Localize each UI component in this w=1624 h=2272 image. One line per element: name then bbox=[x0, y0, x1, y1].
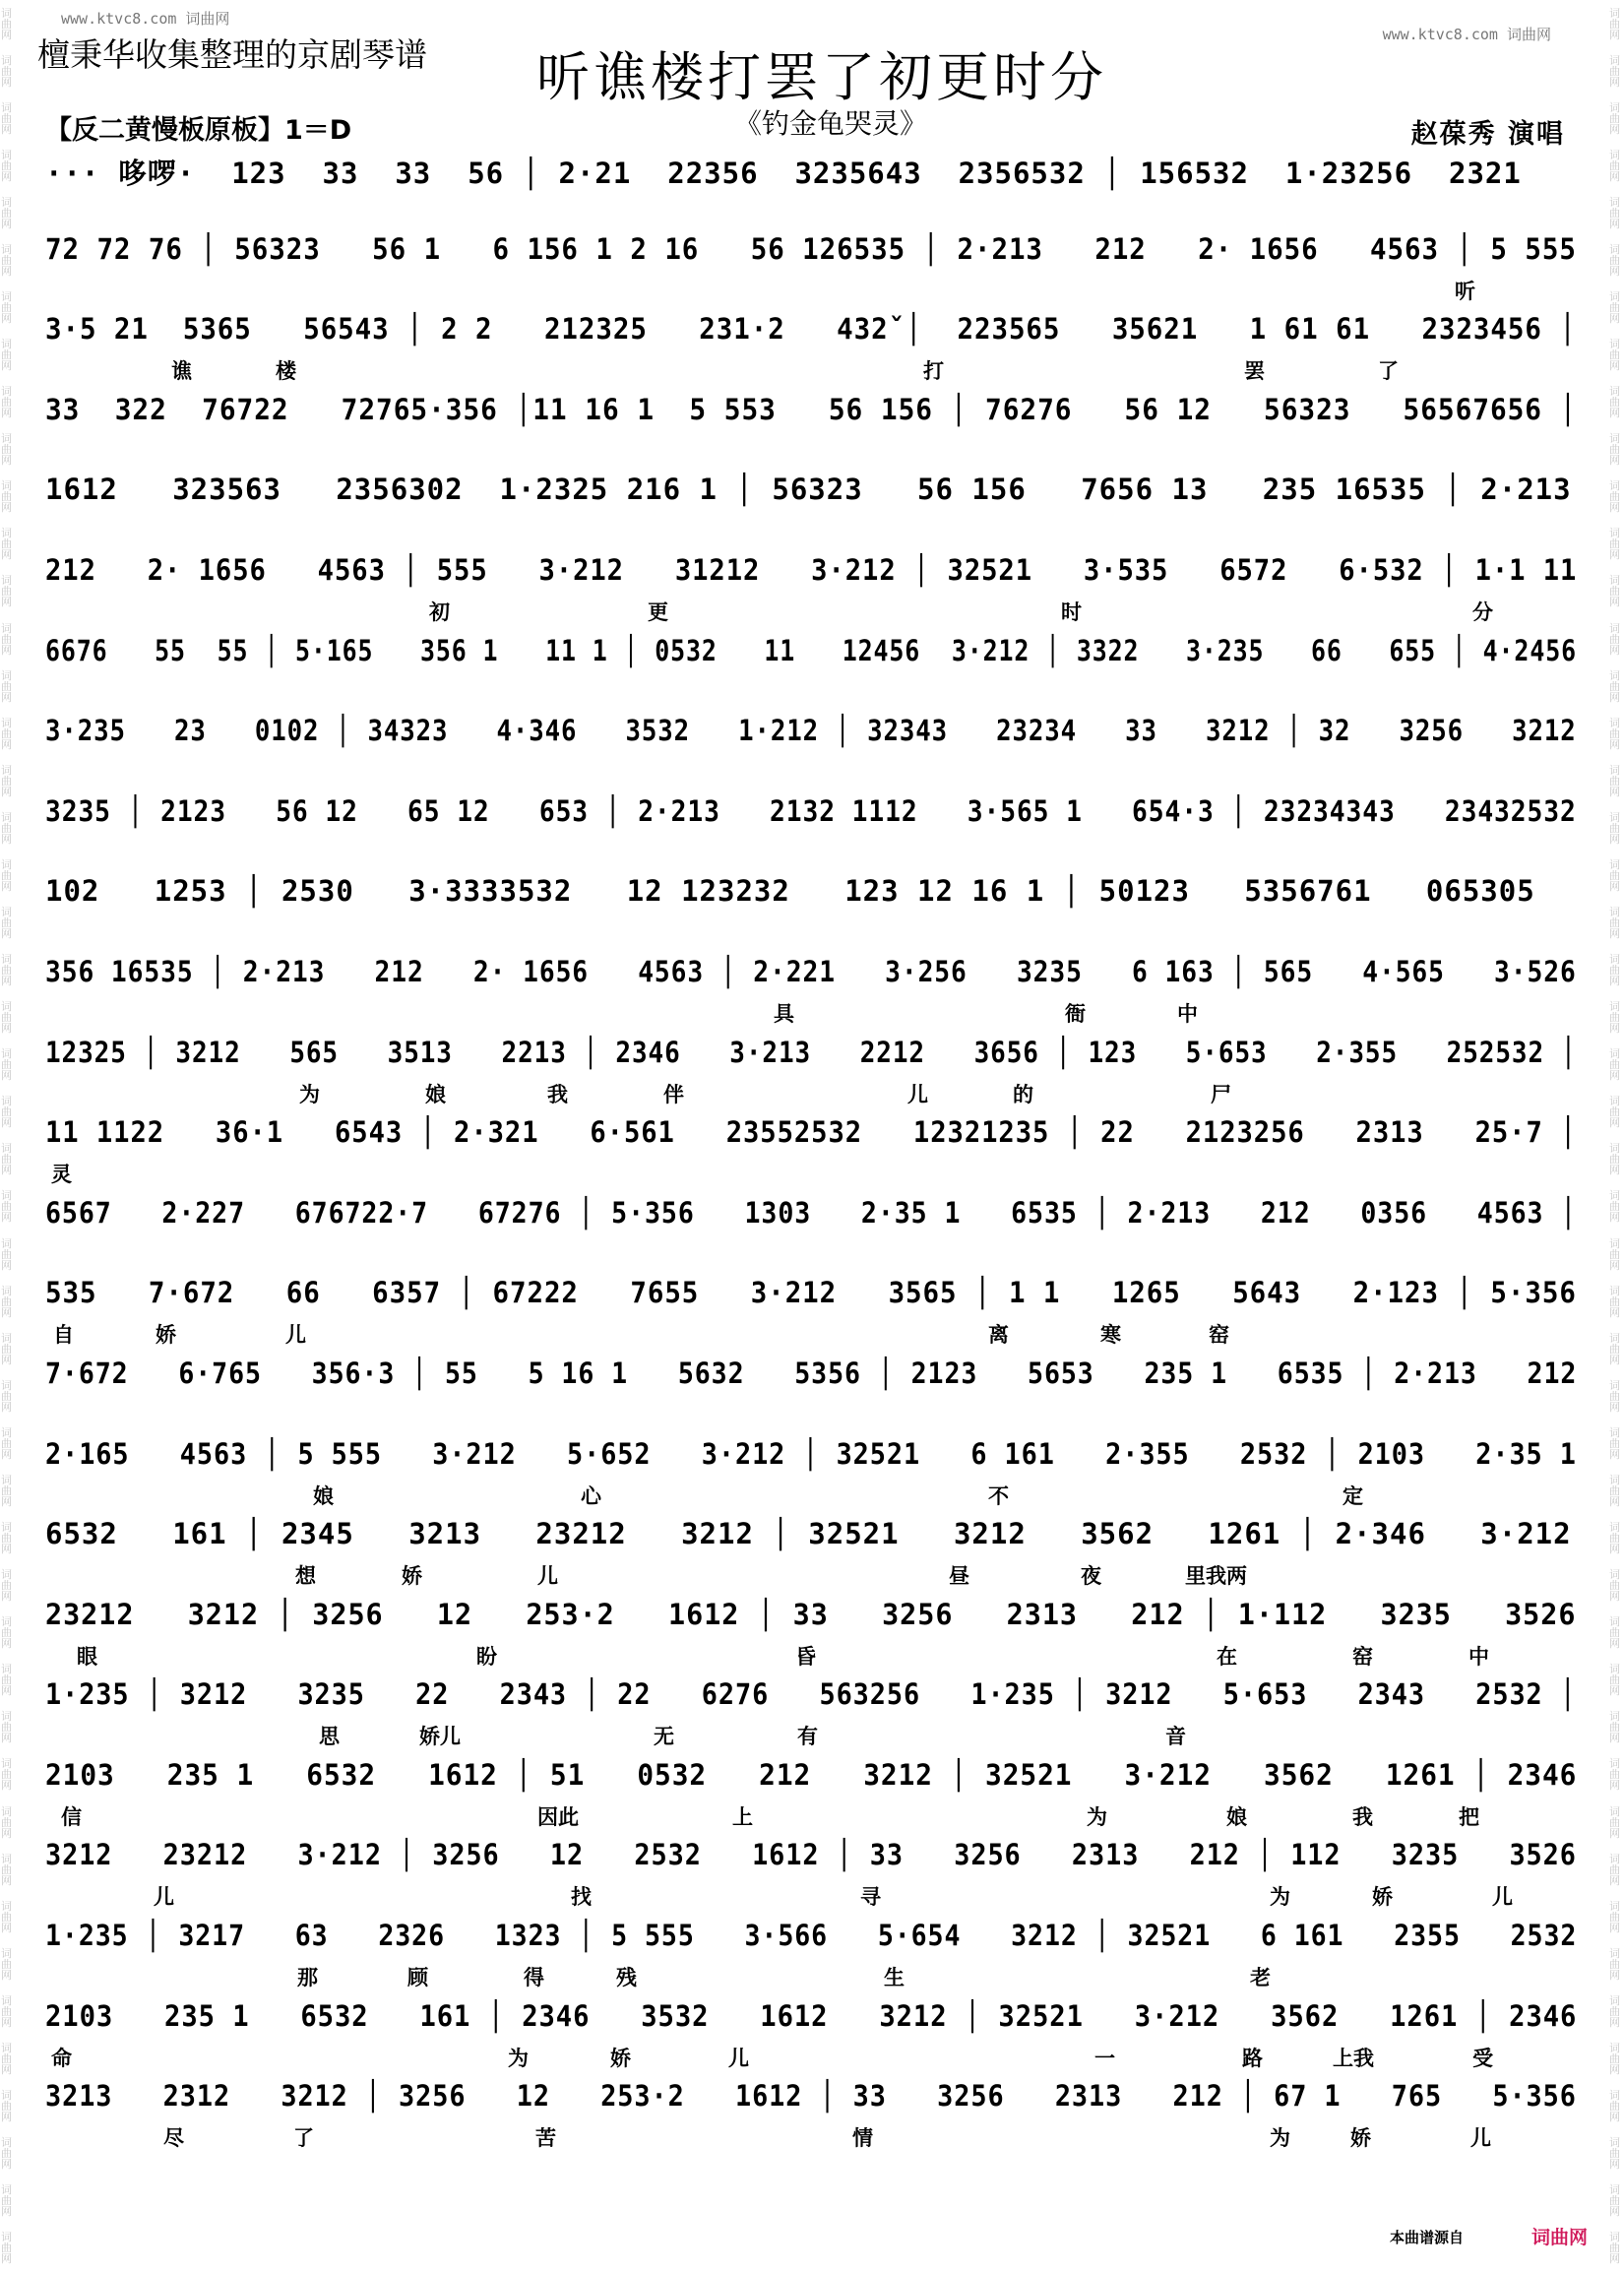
notation-line: 33 322 76722 72765·356 │11 16 1 5 553 56 156 │ 76276 56 12 56323 56567656 │ bbox=[45, 392, 1578, 426]
lyric-syllable: 那 bbox=[297, 1966, 318, 1990]
notation-line: ··· 哆啰· 123 33 33 56 │ 2·21 22356 3235643 2356532 │ 156532 1·23256 2321 bbox=[45, 157, 1522, 190]
side-watermark-text: 词曲网 bbox=[1609, 1378, 1620, 1414]
score-row bbox=[45, 1675, 1577, 1756]
lyric-syllable: 罢 bbox=[1244, 359, 1265, 384]
lyric-syllable: 里我两 bbox=[1185, 1564, 1247, 1589]
score-row bbox=[45, 872, 1577, 953]
side-watermark-text: 词曲网 bbox=[1, 1710, 12, 1745]
side-watermark-text: 词曲网 bbox=[1, 1331, 12, 1366]
score-row bbox=[45, 391, 1577, 472]
lyric-syllable: 心 bbox=[581, 1483, 601, 1508]
notation-line: 3213 2312 3212 │ 3256 12 253·2 1612 │ 33 3256 2313 212 │ 67 1 765 5·356 bbox=[45, 2079, 1577, 2114]
lyric-syllable: 的 bbox=[1013, 1082, 1033, 1106]
lyric-syllable: 尽 bbox=[163, 2126, 184, 2151]
lyric-syllable: 信 bbox=[61, 1804, 82, 1829]
side-watermark-text: 词曲网 bbox=[1, 716, 12, 751]
side-watermark-text: 词曲网 bbox=[1, 1852, 12, 1887]
singer-credit: 赵葆秀 演唱 bbox=[1410, 119, 1565, 150]
side-watermark-text: 词曲网 bbox=[1609, 290, 1620, 325]
lyric-syllable: 路 bbox=[1242, 2046, 1263, 2070]
lyric-syllable: 无 bbox=[654, 1725, 674, 1749]
side-watermark-text: 词曲网 bbox=[1, 1899, 12, 1934]
side-watermark-text: 词曲网 bbox=[1, 338, 12, 373]
side-watermark-text: 词曲网 bbox=[1, 1236, 12, 1272]
score-row bbox=[45, 1435, 1577, 1516]
lyric-syllable: 尸 bbox=[1211, 1082, 1231, 1106]
side-watermark-text: 词曲网 bbox=[1, 1568, 12, 1604]
side-watermark-text: 词曲网 bbox=[1, 1000, 12, 1036]
lyric-syllable: 儿 bbox=[537, 1564, 558, 1589]
lyric-syllable: 把 bbox=[1459, 1804, 1479, 1829]
score-row bbox=[45, 792, 1577, 873]
lyric-syllable: 伴 bbox=[663, 1082, 684, 1106]
lyric-syllable: 昏 bbox=[795, 1644, 816, 1669]
opera-subtitle: 《钓金龟哭灵》 bbox=[734, 107, 928, 140]
side-watermark-text: 词曲网 bbox=[1, 53, 12, 89]
lyric-syllable: 顾 bbox=[407, 1966, 428, 1990]
left-watermark-strip bbox=[1, 0, 15, 2272]
side-watermark-text: 词曲网 bbox=[1609, 385, 1620, 420]
lyric-syllable: 残 bbox=[616, 1966, 637, 1990]
side-watermark-text: 词曲网 bbox=[1609, 763, 1620, 798]
lyric-syllable: 苦 bbox=[535, 2126, 556, 2151]
lyric-syllable: 一 bbox=[1094, 2046, 1115, 2070]
lyric-syllable: 灵 bbox=[51, 1163, 72, 1187]
score-row bbox=[45, 1113, 1577, 1194]
lyric-syllable: 衙 bbox=[1065, 1001, 1086, 1026]
score-row bbox=[45, 1355, 1577, 1435]
notation-line: 2·165 4563 │ 5 555 3·212 5·652 3·212 │ 32521 6 161 2·355 2532 │ 2103 2·35 1 bbox=[45, 1436, 1577, 1471]
score-row bbox=[45, 1997, 1577, 2078]
site-watermark-top-left: www.ktvc8.com 词曲网 bbox=[61, 10, 230, 28]
notation-line: 1·235 │ 3217 63 2326 1323 │ 5 555 3·566 5·654 3212 │ 32521 6 161 2355 2532 bbox=[45, 1919, 1578, 1953]
lyric-syllable: 娇 bbox=[1350, 2126, 1371, 2151]
side-watermark-text: 词曲网 bbox=[1609, 1946, 1620, 1982]
side-watermark-text: 词曲网 bbox=[1, 242, 12, 278]
side-watermark-text: 词曲网 bbox=[1609, 1189, 1620, 1225]
side-watermark-text: 词曲网 bbox=[1609, 1615, 1620, 1651]
side-watermark-text: 词曲网 bbox=[1609, 432, 1620, 468]
notation-line: 212 2· 1656 4563 │ 555 3·212 31212 3·212 │ 32521 3·535 6572 6·532 │ 1·1 11 bbox=[45, 552, 1578, 587]
score-row bbox=[45, 632, 1577, 713]
side-watermark-text: 词曲网 bbox=[1609, 1331, 1620, 1366]
lyric-syllable: 听 bbox=[1455, 279, 1475, 303]
side-watermark-text: 词曲网 bbox=[1609, 1425, 1620, 1461]
side-watermark-text: 词曲网 bbox=[1609, 716, 1620, 751]
lyric-syllable: 儿 bbox=[728, 2046, 749, 2070]
score-row bbox=[45, 1274, 1577, 1355]
lyric-syllable: 为 bbox=[299, 1082, 320, 1106]
notation-line: 3·235 23 0102 │ 34323 4·346 3532 1·212 │ 32343 23234 33 3212 │ 32 3256 3212 bbox=[45, 714, 1577, 748]
lyric-syllable: 儿 bbox=[285, 1323, 306, 1348]
side-watermark-text: 词曲网 bbox=[1, 6, 12, 41]
side-watermark-text: 词曲网 bbox=[1609, 574, 1620, 609]
lyric-syllable: 为 bbox=[1270, 2126, 1290, 2151]
score-row bbox=[45, 2077, 1577, 2158]
side-watermark-text: 词曲网 bbox=[1609, 148, 1620, 183]
notation-line: 11 1122 36·1 6543 │ 2·321 6·561 23552532 12321235 │ 22 2123256 2313 25·7 │ bbox=[45, 1115, 1578, 1150]
side-watermark-text: 词曲网 bbox=[1609, 53, 1620, 89]
lyric-syllable: 时 bbox=[1061, 600, 1082, 624]
side-watermark-text: 词曲网 bbox=[1609, 857, 1620, 893]
side-watermark-text: 词曲网 bbox=[1, 621, 12, 657]
side-watermark-text: 词曲网 bbox=[1609, 1852, 1620, 1887]
side-watermark-text: 词曲网 bbox=[1, 1189, 12, 1225]
score-row bbox=[45, 1836, 1577, 1917]
lyric-syllable: 受 bbox=[1472, 2046, 1493, 2070]
lyric-syllable: 上我 bbox=[1333, 2046, 1374, 2070]
side-watermark-text: 词曲网 bbox=[1609, 1804, 1620, 1840]
side-watermark-text: 词曲网 bbox=[1609, 1899, 1620, 1934]
side-watermark-text: 词曲网 bbox=[1, 810, 12, 846]
lyric-syllable: 初 bbox=[429, 600, 450, 624]
side-watermark-text: 词曲网 bbox=[1609, 2231, 1620, 2266]
lyric-syllable: 找 bbox=[571, 1885, 592, 1910]
mode-and-key: 【反二黄慢板原板】1＝D bbox=[45, 115, 352, 146]
side-watermark-text: 词曲网 bbox=[1, 2183, 12, 2219]
side-watermark-text: 词曲网 bbox=[1, 1993, 12, 2029]
lyric-syllable: 有 bbox=[797, 1725, 818, 1749]
side-watermark-text: 词曲网 bbox=[1609, 1568, 1620, 1604]
source-label: 本曲谱源自 bbox=[1390, 2229, 1465, 2246]
lyric-syllable: 谯 bbox=[171, 359, 192, 384]
side-watermark-text: 词曲网 bbox=[1609, 668, 1620, 704]
side-watermark-text: 词曲网 bbox=[1609, 2136, 1620, 2172]
side-watermark-text: 词曲网 bbox=[1, 2041, 12, 2076]
side-watermark-text: 词曲网 bbox=[1609, 1236, 1620, 1272]
score-row bbox=[45, 712, 1577, 792]
side-watermark-text: 词曲网 bbox=[1, 2088, 12, 2123]
side-watermark-text: 词曲网 bbox=[1, 148, 12, 183]
side-watermark-text: 词曲网 bbox=[1609, 242, 1620, 278]
lyric-syllable: 娇 bbox=[402, 1564, 422, 1589]
side-watermark-text: 词曲网 bbox=[1, 2231, 12, 2266]
notation-line: 23212 3212 │ 3256 12 253·2 1612 │ 33 3256 2313 212 │ 1·112 3235 3526 bbox=[45, 1597, 1577, 1631]
lyric-syllable: 寻 bbox=[860, 1885, 881, 1910]
side-watermark-text: 词曲网 bbox=[1609, 2183, 1620, 2219]
score-body bbox=[45, 150, 1577, 2158]
lyric-syllable: 娘 bbox=[425, 1082, 446, 1106]
side-watermark-text: 词曲网 bbox=[1609, 1473, 1620, 1508]
notation-line: 3·5 21 5365 56543 │ 2 2 212325 231·2 432ˇ│ 223565 35621 1 61 61 2323456 │ bbox=[45, 312, 1577, 347]
lyric-syllable: 生 bbox=[884, 1966, 905, 1990]
lyric-syllable: 老 bbox=[1250, 1966, 1271, 1990]
site-logo: 词曲网 bbox=[1531, 2227, 1589, 2248]
notation-line: 3212 23212 3·212 │ 3256 12 2532 1612 │ 33 3256 2313 212 │ 112 3235 3526 bbox=[45, 1838, 1577, 1872]
side-watermark-text: 词曲网 bbox=[1609, 1757, 1620, 1793]
notation-line: 6532 161 │ 2345 3213 23212 3212 │ 32521 3212 3562 1261 │ 2·346 3·212 bbox=[45, 1517, 1572, 1551]
score-row bbox=[45, 1917, 1577, 1997]
lyric-syllable: 不 bbox=[988, 1483, 1009, 1508]
side-watermark-text: 词曲网 bbox=[1, 763, 12, 798]
notation-line: 7·672 6·765 356·3 │ 55 5 16 1 5632 5356 │ 2123 5653 235 1 6535 │ 2·213 212 bbox=[45, 1356, 1578, 1390]
side-watermark-text: 词曲网 bbox=[1, 1946, 12, 1982]
side-watermark-text: 词曲网 bbox=[1609, 195, 1620, 230]
notation-line: 12325 │ 3212 565 3513 2213 │ 2346 3·213 2212 3656 │ 123 5·653 2·355 252532 │ bbox=[45, 1035, 1578, 1069]
score-row bbox=[45, 953, 1577, 1034]
lyric-syllable: 打 bbox=[923, 359, 944, 384]
side-watermark-text: 词曲网 bbox=[1, 1757, 12, 1793]
side-watermark-text: 词曲网 bbox=[1, 432, 12, 468]
lyric-syllable: 在 bbox=[1217, 1644, 1237, 1669]
lyric-syllable: 夜 bbox=[1081, 1564, 1101, 1589]
lyric-syllable: 儿 bbox=[1470, 2126, 1491, 2151]
lyric-syllable: 娘 bbox=[1226, 1804, 1247, 1829]
lyric-syllable: 娇儿 bbox=[419, 1725, 461, 1749]
side-watermark-text: 词曲网 bbox=[1, 1095, 12, 1130]
side-watermark-text: 词曲网 bbox=[1, 479, 12, 515]
lyric-syllable: 为 bbox=[508, 2046, 529, 2070]
side-watermark-text: 词曲网 bbox=[1609, 6, 1620, 41]
side-watermark-text: 词曲网 bbox=[1, 1804, 12, 1840]
side-watermark-text: 词曲网 bbox=[1, 100, 12, 136]
side-watermark-text: 词曲网 bbox=[1, 906, 12, 941]
side-watermark-text: 词曲网 bbox=[1, 1663, 12, 1698]
lyric-syllable: 昼 bbox=[949, 1564, 969, 1589]
side-watermark-text: 词曲网 bbox=[1609, 1521, 1620, 1556]
lyric-syllable: 我 bbox=[1352, 1804, 1373, 1829]
lyric-syllable: 分 bbox=[1472, 600, 1493, 624]
side-watermark-text: 词曲网 bbox=[1, 2136, 12, 2172]
side-watermark-text: 词曲网 bbox=[1, 385, 12, 420]
lyric-syllable: 情 bbox=[852, 2126, 873, 2151]
score-row bbox=[45, 150, 1577, 230]
side-watermark-text: 词曲网 bbox=[1609, 479, 1620, 515]
lyric-syllable: 娇 bbox=[1372, 1885, 1393, 1910]
side-watermark-text: 词曲网 bbox=[1609, 1663, 1620, 1698]
score-row bbox=[45, 310, 1577, 391]
notation-line: 2103 235 1 6532 161 │ 2346 3532 1612 3212 │ 32521 3·212 3562 1261 │ 2346 bbox=[45, 1998, 1578, 2033]
side-watermark-text: 词曲网 bbox=[1, 574, 12, 609]
lyric-syllable: 为 bbox=[1270, 1885, 1290, 1910]
side-watermark-text: 词曲网 bbox=[1, 527, 12, 562]
lyric-syllable: 因此 bbox=[537, 1804, 579, 1829]
lyric-syllable: 楼 bbox=[276, 359, 296, 384]
right-watermark-strip bbox=[1609, 0, 1623, 2272]
lyric-syllable: 音 bbox=[1165, 1725, 1186, 1749]
lyric-syllable: 窑 bbox=[1352, 1644, 1373, 1669]
side-watermark-text: 词曲网 bbox=[1, 1284, 12, 1319]
lyric-syllable: 上 bbox=[732, 1804, 753, 1829]
page-title: 听谯楼打罢了初更时分 bbox=[536, 46, 1107, 108]
side-watermark-text: 词曲网 bbox=[1, 1047, 12, 1083]
notation-line: 102 1253 │ 2530 3·3333532 12 123232 123 12 16 1 │ 50123 5356761 065305 bbox=[45, 874, 1535, 909]
notation-line: 6676 55 55 │ 5·165 356 1 11 1 │ 0532 11 12456 3·212 │ 3322 3·235 66 655 │ 4·2456 bbox=[45, 633, 1577, 667]
lyric-syllable: 具 bbox=[774, 1001, 794, 1026]
side-watermark-text: 词曲网 bbox=[1, 1425, 12, 1461]
lyric-syllable: 中 bbox=[1177, 1001, 1198, 1026]
score-row bbox=[45, 1596, 1577, 1676]
side-watermark-text: 词曲网 bbox=[1609, 953, 1620, 988]
side-watermark-text: 词曲网 bbox=[1609, 906, 1620, 941]
side-watermark-text: 词曲网 bbox=[1, 1378, 12, 1414]
notation-line: 1·235 │ 3212 3235 22 2343 │ 22 6276 563256 1·235 │ 3212 5·653 2343 2532 │ bbox=[45, 1677, 1577, 1712]
score-row bbox=[45, 471, 1577, 551]
notation-line: 1612 323563 2356302 1·2325 216 1 │ 56323 56 156 7656 13 235 16535 │ 2·213 bbox=[45, 473, 1572, 507]
side-watermark-text: 词曲网 bbox=[1609, 1993, 1620, 2029]
score-row bbox=[45, 1194, 1577, 1275]
lyric-syllable: 窑 bbox=[1209, 1323, 1229, 1348]
score-row bbox=[45, 230, 1577, 311]
side-watermark-text: 词曲网 bbox=[1609, 100, 1620, 136]
score-row bbox=[45, 1756, 1577, 1837]
side-watermark-text: 词曲网 bbox=[1609, 810, 1620, 846]
side-watermark-text: 词曲网 bbox=[1, 1615, 12, 1651]
side-watermark-text: 词曲网 bbox=[1609, 1142, 1620, 1177]
side-watermark-text: 词曲网 bbox=[1, 857, 12, 893]
notation-line: 72 72 76 │ 56323 56 1 6 156 1 2 16 56 126535 │ 2·213 212 2· 1656 4563 │ 5 555 bbox=[45, 231, 1577, 266]
side-watermark-text: 词曲网 bbox=[1, 668, 12, 704]
side-watermark-text: 词曲网 bbox=[1, 953, 12, 988]
lyric-syllable: 我 bbox=[547, 1082, 568, 1106]
lyric-syllable: 娇 bbox=[610, 2046, 631, 2070]
side-watermark-text: 词曲网 bbox=[1, 290, 12, 325]
score-row bbox=[45, 1515, 1577, 1596]
lyric-syllable: 盼 bbox=[476, 1644, 497, 1669]
side-watermark-text: 词曲网 bbox=[1609, 338, 1620, 373]
lyric-syllable: 寒 bbox=[1100, 1323, 1121, 1348]
lyric-syllable: 定 bbox=[1343, 1483, 1363, 1508]
lyric-syllable: 娘 bbox=[313, 1483, 334, 1508]
lyric-syllable: 眼 bbox=[77, 1644, 97, 1669]
side-watermark-text: 词曲网 bbox=[1609, 1095, 1620, 1130]
notation-line: 535 7·672 66 6357 │ 67222 7655 3·212 3565 │ 1 1 1265 5643 2·123 │ 5·356 bbox=[45, 1276, 1577, 1310]
lyric-syllable: 自 bbox=[53, 1323, 74, 1348]
side-watermark-text: 词曲网 bbox=[1609, 2041, 1620, 2076]
lyric-syllable: 了 bbox=[293, 2126, 314, 2151]
side-watermark-text: 词曲网 bbox=[1609, 1047, 1620, 1083]
lyric-syllable: 更 bbox=[648, 600, 668, 624]
side-watermark-text: 词曲网 bbox=[1, 1521, 12, 1556]
score-row bbox=[45, 1034, 1577, 1114]
lyric-syllable: 想 bbox=[295, 1564, 316, 1589]
lyric-syllable: 离 bbox=[988, 1323, 1009, 1348]
side-watermark-text: 词曲网 bbox=[1609, 527, 1620, 562]
notation-line: 3235 │ 2123 56 12 65 12 653 │ 2·213 2132 1112 3·565 1 654·3 │ 23234343 23432532 bbox=[45, 793, 1577, 828]
lyric-syllable: 中 bbox=[1468, 1644, 1489, 1669]
side-watermark-text: 词曲网 bbox=[1609, 1000, 1620, 1036]
lyric-syllable: 命 bbox=[51, 2046, 72, 2070]
lyric-syllable: 了 bbox=[1378, 359, 1399, 384]
lyric-syllable: 思 bbox=[319, 1725, 340, 1749]
side-watermark-text: 词曲网 bbox=[1609, 621, 1620, 657]
notation-line: 356 16535 │ 2·213 212 2· 1656 4563 │ 2·221 3·256 3235 6 163 │ 565 4·565 3·526 bbox=[45, 954, 1577, 988]
lyric-syllable: 儿 bbox=[907, 1082, 928, 1106]
lyric-syllable: 得 bbox=[524, 1966, 544, 1990]
side-watermark-text: 词曲网 bbox=[1609, 1284, 1620, 1319]
score-row bbox=[45, 551, 1577, 632]
notation-line: 6567 2·227 676722·7 67276 │ 5·356 1303 2·35 1 6535 │ 2·213 212 0356 4563 │ bbox=[45, 1195, 1578, 1230]
lyric-syllable: 为 bbox=[1087, 1804, 1107, 1829]
side-watermark-text: 词曲网 bbox=[1, 195, 12, 230]
side-watermark-text: 词曲网 bbox=[1609, 1710, 1620, 1745]
collector-credit: 檀秉华收集整理的京剧琴谱 bbox=[37, 35, 427, 74]
side-watermark-text: 词曲网 bbox=[1, 1473, 12, 1508]
side-watermark-text: 词曲网 bbox=[1, 1142, 12, 1177]
lyric-syllable: 儿 bbox=[1492, 1885, 1513, 1910]
notation-line: 2103 235 1 6532 1612 │ 51 0532 212 3212 │ 32521 3·212 3562 1261 │ 2346 bbox=[45, 1757, 1578, 1792]
side-watermark-text: 词曲网 bbox=[1609, 2088, 1620, 2123]
lyric-syllable: 儿 bbox=[154, 1885, 174, 1910]
site-watermark-top-right: www.ktvc8.com 词曲网 bbox=[1382, 26, 1551, 43]
lyric-syllable: 娇 bbox=[156, 1323, 176, 1348]
